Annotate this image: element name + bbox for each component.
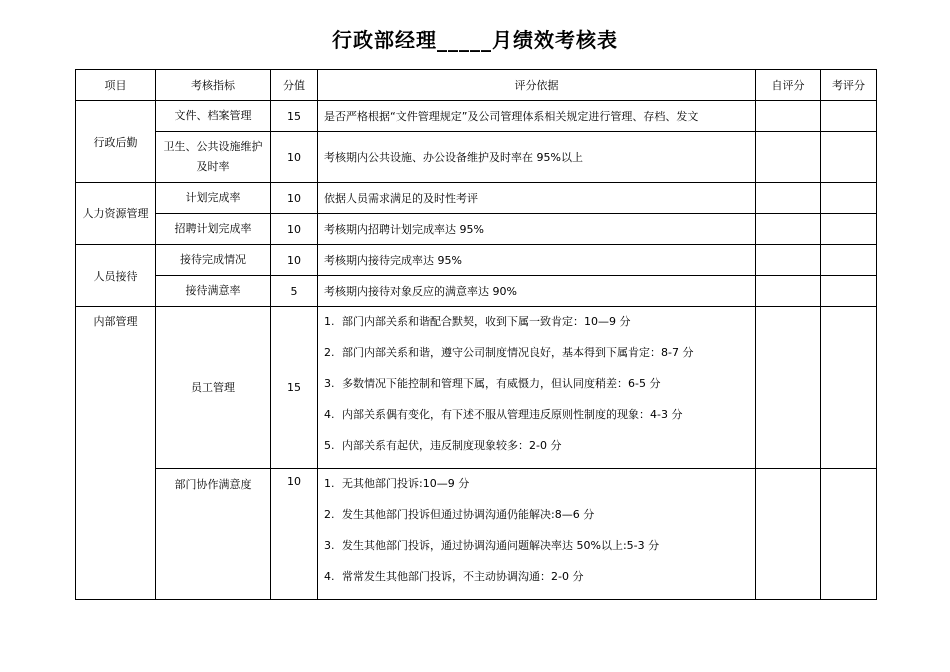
review-score-cell[interactable] (821, 245, 877, 276)
basis-cell (318, 469, 756, 600)
self-score-cell[interactable] (756, 132, 821, 183)
score-cell: 10 (271, 469, 318, 600)
score-cell: 10 (271, 245, 318, 276)
table-row (76, 307, 877, 469)
indicator-cell: 文件、档案管理 (156, 101, 271, 132)
list-item: 3. 多数情况下能控制和管理下属，有威慑力，但认同度稍差：6-5 分 (324, 377, 661, 390)
list-item: 5. 内部关系有起伏，违反制度现象较多：2-0 分 (324, 439, 562, 452)
category-cell: 内部管理 (76, 307, 156, 600)
table-row (76, 276, 877, 307)
self-score-cell[interactable] (756, 214, 821, 245)
table-row (76, 183, 877, 214)
list-item: 1. 无其他部门投诉:10—9 分 (324, 477, 470, 490)
review-score-cell[interactable] (821, 101, 877, 132)
review-score-cell[interactable] (821, 469, 877, 600)
self-score-cell[interactable] (756, 183, 821, 214)
list-item: 2. 部门内部关系和谐，遵守公司制度情况良好，基本得到下属肯定：8-7 分 (324, 346, 694, 359)
header-item: 项目 (76, 70, 156, 101)
header-basis: 评分依据 (318, 70, 756, 101)
list-item: 4. 常常发生其他部门投诉，不主动协调沟通：2-0 分 (324, 570, 584, 583)
header-indicator: 考核指标 (156, 70, 271, 101)
assessment-table (75, 69, 877, 600)
self-score-cell[interactable] (756, 276, 821, 307)
indicator-cell: 部门协作满意度 (156, 469, 271, 600)
list-item: 1. 部门内部关系和谐配合默契，收到下属一致肯定：10—9 分 (324, 315, 631, 328)
header-self-score: 自评分 (756, 70, 821, 101)
category-cell: 行政后勤 (76, 101, 156, 183)
table-header-row (76, 70, 877, 101)
list-item: 2. 发生其他部门投诉但通过协调沟通仍能解决:8—6 分 (324, 508, 595, 521)
list-item: 3. 发生其他部门投诉，通过协调沟通问题解决率达 50%以上:5-3 分 (324, 539, 660, 552)
self-score-cell[interactable] (756, 469, 821, 600)
table-row (76, 132, 877, 183)
review-score-cell[interactable] (821, 132, 877, 183)
page-title: 行政部经理_____月绩效考核表 (332, 28, 618, 52)
indicator-cell: 卫生、公共设施维护及时率 (156, 132, 271, 183)
indicator-cell: 员工管理 (156, 307, 271, 469)
criteria-list (324, 475, 749, 599)
self-score-cell[interactable] (756, 307, 821, 469)
criteria-list (324, 313, 749, 468)
review-score-cell[interactable] (821, 183, 877, 214)
indicator-cell: 接待完成情况 (156, 245, 271, 276)
score-cell: 10 (271, 214, 318, 245)
basis-cell: 考核期内接待完成率达 95% (318, 245, 756, 276)
indicator-cell: 计划完成率 (156, 183, 271, 214)
self-score-cell[interactable] (756, 101, 821, 132)
basis-cell (318, 307, 756, 469)
review-score-cell[interactable] (821, 307, 877, 469)
table-row (76, 245, 877, 276)
score-cell: 15 (271, 101, 318, 132)
header-score: 分值 (271, 70, 318, 101)
score-cell: 10 (271, 132, 318, 183)
score-cell: 10 (271, 183, 318, 214)
indicator-cell: 接待满意率 (156, 276, 271, 307)
score-cell: 5 (271, 276, 318, 307)
basis-cell: 考核期内公共设施、办公设备维护及时率在 95%以上 (318, 132, 756, 183)
score-cell: 15 (271, 307, 318, 469)
table-row (76, 469, 877, 600)
header-review-score: 考评分 (821, 70, 877, 101)
table-row (76, 214, 877, 245)
basis-cell: 考核期内接待对象反应的满意率达 90% (318, 276, 756, 307)
table-row (76, 101, 877, 132)
category-cell: 人员接待 (76, 245, 156, 307)
basis-cell: 考核期内招聘计划完成率达 95% (318, 214, 756, 245)
indicator-cell: 招聘计划完成率 (156, 214, 271, 245)
review-score-cell[interactable] (821, 276, 877, 307)
list-item: 4. 内部关系偶有变化，有下述不服从管理违反原则性制度的现象：4-3 分 (324, 408, 683, 421)
basis-cell: 依据人员需求满足的及时性考评 (318, 183, 756, 214)
review-score-cell[interactable] (821, 214, 877, 245)
basis-cell: 是否严格根据“文件管理规定”及公司管理体系相关规定进行管理、存档、发文 (318, 101, 756, 132)
self-score-cell[interactable] (756, 245, 821, 276)
category-cell: 人力资源管理 (76, 183, 156, 245)
